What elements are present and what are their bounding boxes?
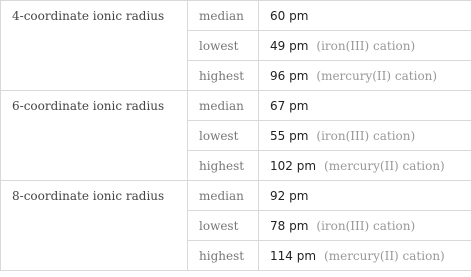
value-text: 78 pm — [270, 218, 309, 233]
value-text: 96 pm — [270, 68, 309, 83]
stat-label-highest: highest — [188, 151, 259, 181]
table-row — [1, 181, 471, 211]
value-cell — [259, 61, 471, 91]
value-text: 114 pm — [270, 248, 317, 263]
value-note: (mercury(II) cation) — [324, 248, 445, 263]
value-note: (iron(III) cation) — [316, 38, 416, 53]
value-text: 49 pm — [270, 38, 309, 53]
stat-label-lowest: lowest — [188, 211, 259, 241]
group-label-6-coordinate: 6-coordinate ionic radius — [1, 91, 188, 181]
value-cell — [259, 31, 471, 61]
stat-label-median: median — [188, 1, 259, 31]
value-text: 67 pm — [270, 98, 309, 113]
value-text: 102 pm — [270, 158, 317, 173]
stat-label-highest: highest — [188, 241, 259, 271]
value-text: 60 pm — [270, 8, 309, 23]
stat-label-highest: highest — [188, 61, 259, 91]
group-label-4-coordinate: 4-coordinate ionic radius — [1, 1, 188, 91]
group-label-8-coordinate: 8-coordinate ionic radius — [1, 181, 188, 271]
value-cell — [259, 121, 471, 151]
value-cell — [259, 181, 471, 211]
stat-label-lowest: lowest — [188, 31, 259, 61]
value-cell — [259, 241, 471, 271]
table-row — [1, 1, 471, 31]
value-cell — [259, 211, 471, 241]
stat-label-lowest: lowest — [188, 121, 259, 151]
value-cell — [259, 1, 471, 31]
table-row — [1, 91, 471, 121]
value-text: 55 pm — [270, 128, 309, 143]
value-cell — [259, 91, 471, 121]
value-note: (mercury(II) cation) — [316, 68, 438, 83]
value-cell — [259, 151, 471, 181]
value-note: (mercury(II) cation) — [324, 158, 445, 173]
stat-label-median: median — [188, 91, 259, 121]
value-text: 92 pm — [270, 188, 309, 203]
value-note: (iron(III) cation) — [316, 218, 416, 233]
value-note: (iron(III) cation) — [316, 128, 416, 143]
stat-label-median: median — [188, 181, 259, 211]
